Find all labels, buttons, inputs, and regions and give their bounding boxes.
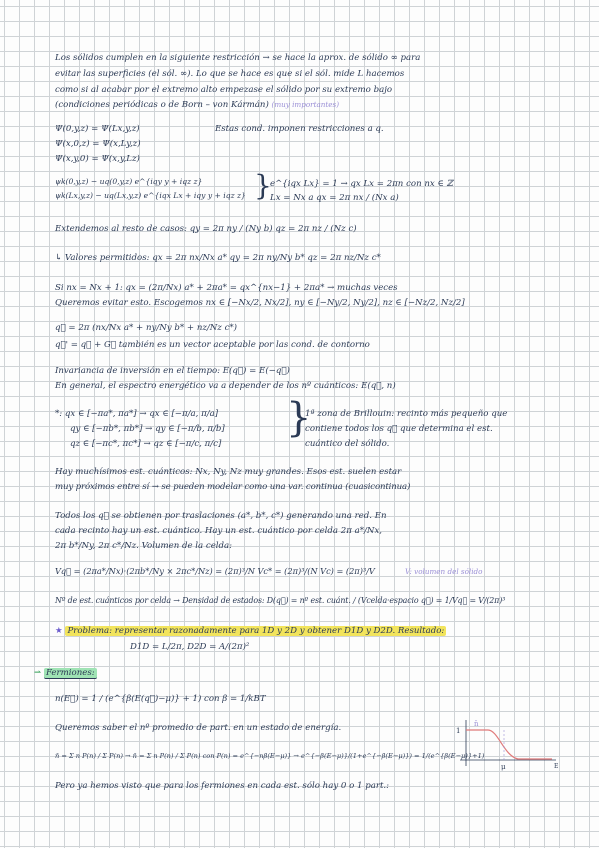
note-line: 2π b*/Ny, 2π c*/Nz. Volumen de la celda: <box>55 541 233 551</box>
note-line: e^{iqx Lx} = 1 → qx Lx = 2πn con nx ∈ ℤ <box>270 179 453 189</box>
note-line: evitar las superficies (el sól. ∞). Lo que se hace es que si el sól. mide L hacemos <box>55 69 405 79</box>
curly-brace: } <box>254 169 272 202</box>
note-line: cada recinto hay un est. cuántico. Hay un est. cuántico por celda 2π a*/Nx, <box>55 526 383 536</box>
note-line: qy ∈ [−πb*, πb*] → qy ∈ [−π/b, π/b] <box>70 424 225 434</box>
note-line: Vq⃗ = (2πa*/Nx)·(2πb*/Ny × 2πc*/Nz) = (2π)³/N Vc* = (2π)³/(N Vc) = (2π)³/V <box>55 566 375 576</box>
note-line: ψk(Lx,y,z) − uq(Lx,y,z) e^{iqx Lx + iqy y + iqz z} <box>55 191 246 200</box>
note-line: Ψ(x,0,z) = Ψ(x,Ly,z) <box>55 139 141 149</box>
note-line: Nº de est. cuánticos por celda → Densidad de estados: D(q⃗) = nº est. cuánt. / (Vcelda·espacio q⃗) = 1/Vq⃗ = V/(2π)³ <box>55 596 506 605</box>
curve-tag: n̄ <box>474 720 479 728</box>
note-line: Los sólidos cumplen en la siguiente restricción → se hace la aprox. de sólido ∞ para <box>55 53 421 63</box>
problem-highlight: Problema: representar razonadamente para 1D y 2D y obtener D1D y D2D. Resultado: <box>67 626 445 636</box>
arrow-icon: ⇀ <box>34 668 42 678</box>
star-icon: ★ <box>55 626 63 636</box>
note-line: n̄ = Σ n P(n) / Σ P(n) → n̄ = Σ n P(n) / Σ P(n) con P(n) = e^{−nβ(E−μ)} → e^{−β(E−μ)}/(1+e^{−β(E−μ)}) = 1/(e^{β(E−μ)}+1) <box>55 752 485 760</box>
note-line: D1D = L/2π, D2D = A/(2π)² <box>130 642 250 652</box>
note-line: ↳ Valores permitidos: qx = 2π nx/Nx a* qy = 2π ny/Ny b* qz = 2π nz/Nz c* <box>55 253 381 263</box>
note-line: Invariancia de inversión en el tiempo: E(q⃗) = E(−q⃗) <box>55 366 290 376</box>
note-text: (condiciones periódicas o de Born – von Kármán) <box>55 100 269 110</box>
note-line: Estas cond. imponen restricciones a q. <box>215 124 384 134</box>
note-line: muy próximos entre sí → se pueden modelar como una var. continua (cuasicontinua) <box>55 482 411 492</box>
fermi-dirac-sketch <box>452 716 562 776</box>
note-line: qz ∈ [−πc*, πc*] → qz ∈ [−π/c, π/c] <box>70 439 222 449</box>
note-line: Lx = Nx a qx = 2π nx / (Nx a) <box>270 193 399 203</box>
note-line <box>55 123 140 135</box>
x-label: μ <box>501 763 506 771</box>
y-label: 1 <box>456 727 461 735</box>
note-text: Ψ(0,y,z) = Ψ(Lx,y,z) <box>55 124 140 134</box>
fermi-dirac-graph <box>452 716 562 772</box>
note-line <box>34 667 97 679</box>
note-line: q⃗' = q⃗ + G⃗ también es un vector aceptable por las cond. de contorno <box>55 340 370 350</box>
note-line: q⃗ = 2π (nx/Nx a* + ny/Ny b* + nz/Nz c*) <box>55 323 238 333</box>
note-line: contiene todos los q⃗ que determina el est. <box>305 424 493 434</box>
note-line: Queremos evitar esto. Escogemos nx ∈ [−Nx/2, Nx/2], ny ∈ [−Ny/2, Ny/2], nz ∈ [−Nz/2, Nz/2] <box>55 298 465 308</box>
note-line: Pero ya hemos visto que para los fermiones en cada est. sólo hay 0 o 1 part.: <box>55 781 390 791</box>
note-line: cuántico del sólido. <box>305 439 390 449</box>
note-line: Si nx = Nx + 1: qx = (2π/Nx) a* + 2πa* = qx^{nx−1} + 2πa* → muchas veces <box>55 283 398 293</box>
note-line: Todos los q⃗ se obtienen por traslaciones (a*, b*, c*) generando una red. En <box>55 511 387 521</box>
note-text: *: qx ∈ [−πa*, πa*] → qx ∈ [−π/a, π/a] <box>55 409 219 419</box>
section-heading: Fermiones: <box>45 668 95 678</box>
note-line <box>55 625 446 637</box>
axis-end-label: E <box>554 763 559 770</box>
note-line: Queremos saber el nº promedio de part. en un estado de energía. <box>55 723 342 733</box>
curly-brace: } <box>286 395 312 441</box>
note-line: Hay muchísimos est. cuánticos: Nx, Ny, Nz muy grandes. Esos est. suelen estar <box>55 467 402 477</box>
note-line <box>55 99 339 111</box>
note-aside: V: volumen del sólido <box>405 567 483 576</box>
note-line: En general, el espectro energético va a depender de los nº cuánticos: E(q⃗, n) <box>55 381 396 391</box>
note-line: como si al acabar por el extremo alto empezase el sólido por su extremo bajo <box>55 85 393 95</box>
note-line: ψk(0,y,z) − uq(0,y,z) e^{iqy y + iqz z} <box>55 177 203 186</box>
note-aside: (muy importantes) <box>271 100 340 109</box>
note-line: 1ª zona de Brillouin: recinto más pequeño que <box>305 409 508 419</box>
note-line <box>55 408 218 420</box>
note-line: Extendemos al resto de casos: qy = 2π ny / (Ny b) qz = 2π nz / (Nz c) <box>55 224 357 234</box>
occupation-curve <box>466 730 552 759</box>
note-line: Ψ(x,y,0) = Ψ(x,y,Lz) <box>55 154 140 164</box>
note-line: n(E⃗) = 1 / (e^{β(E(q⃗)−μ)} + 1) con β = 1/kBT <box>55 694 266 704</box>
